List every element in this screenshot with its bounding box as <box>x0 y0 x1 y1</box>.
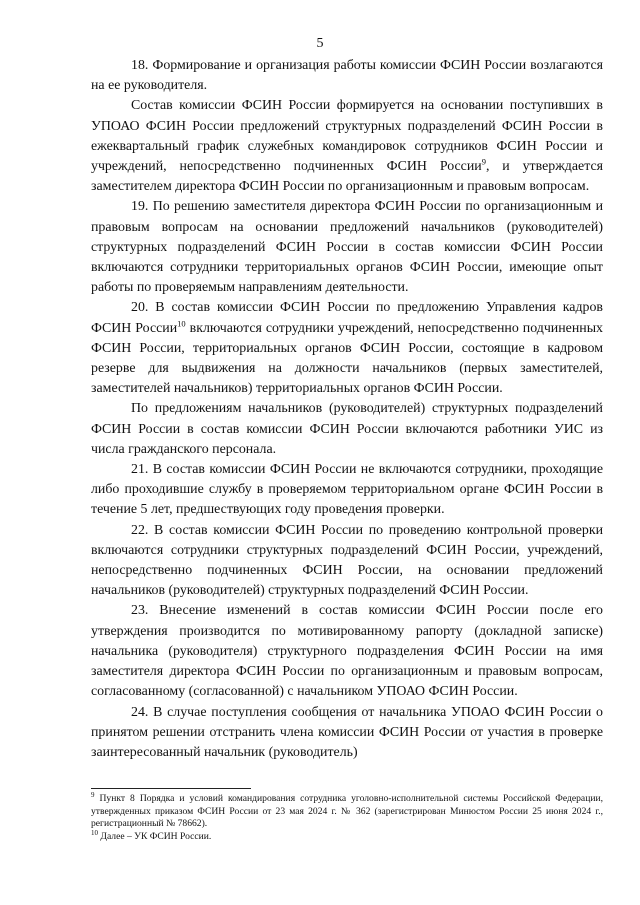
footnotes <box>91 788 603 843</box>
paragraph-20: 20. В состав комиссии ФСИН России по предложению Управления кадров ФСИН России$^{10}$ включаются сотрудники учреждений, непосредственно подчиненных ФСИН России, территориальных органов ФСИН России, состоящие в кадровом резерве для выдвижения на должности начальников (первых заместителей, заместителей начальников) территориальных органов ФСИН России. <box>91 300 603 397</box>
footnote-ref-10[interactable]: 10 <box>177 318 186 329</box>
paragraph-19: 19. По решению заместителя директора ФСИН России по организационным и правовым вопросам на основании предложений начальников (руководителей) структурных подразделений ФСИН России в состав комиссии ФСИН России включаются сотрудники территориальных органов ФСИН России, имеющие опыт работы по проверяемым направлениям деятельности. <box>91 199 603 296</box>
paragraph-24: 24. В случае поступления сообщения от начальника УПОАО ФСИН России о принятом решении отстранить члена комиссии ФСИН России от участия в проверке заинтересованный начальник (руководитель) <box>91 704 603 760</box>
document-body <box>91 56 603 763</box>
paragraph-23: 23. Внесение изменений в состав комиссии ФСИН России после его утверждения производится по мотивированному рапорту (докладной записке) начальника (руководителя) структурного подразделения ФСИН России на имя заместителя директора ФСИН России по организационным и правовым вопросам, согласованному (согласованной) с начальником УПОАО ФСИН России. <box>91 603 603 700</box>
footnote-9: $^9$ Пункт 8 Порядка и условий командирования сотрудника уголовно-исполнительной системы Российской Федерации, утвержденных приказом ФСИН России от 23 мая 2024 г. № 362 (зарегистрирован Минюстом России 25 июня 2024 г., регистрационный № 78662). <box>91 790 603 830</box>
footnote-10: $^{10}$ Далее – УК ФСИН России. <box>91 828 212 842</box>
paragraph-18-composition: Состав комиссии ФСИН России формируется на основании поступивших в УПОАО ФСИН России предложений структурных подразделений ФСИН России в ежеквартальный график служебных командировок сотрудников ФСИН России и учреждений, непосредственно подчиненных ФСИН России$^9$, и утверждается заместителем директора ФСИН России по организационным и правовым вопросам. <box>91 98 604 195</box>
paragraph-20-civilian: По предложениям начальников (руководителей) структурных подразделений ФСИН России в состав комиссии ФСИН России включаются работники УИС из числа гражданского персонала. <box>91 401 603 457</box>
footnote-divider <box>91 788 251 789</box>
paragraph-21: 21. В состав комиссии ФСИН России не включаются сотрудники, проходящие либо проходившие службу в проверяемом территориальном органе ФСИН России в течение 5 лет, предшествующих году проведения проверки. <box>91 462 603 518</box>
paragraph-22: 22. В состав комиссии ФСИН России по проведению контрольной проверки включаются сотрудники структурных подразделений ФСИН России, учреждений, непосредственно подчиненных ФСИН России, на основании предложений начальников (руководителей) структурных подразделений ФСИН России. <box>91 522 603 599</box>
page-number: 5 <box>316 36 324 51</box>
footnote-ref-9[interactable]: 9 <box>481 156 486 167</box>
paragraph-18: 18. Формирование и организация работы комиссии ФСИН России возлагаются на ее руководителя. <box>91 58 603 94</box>
